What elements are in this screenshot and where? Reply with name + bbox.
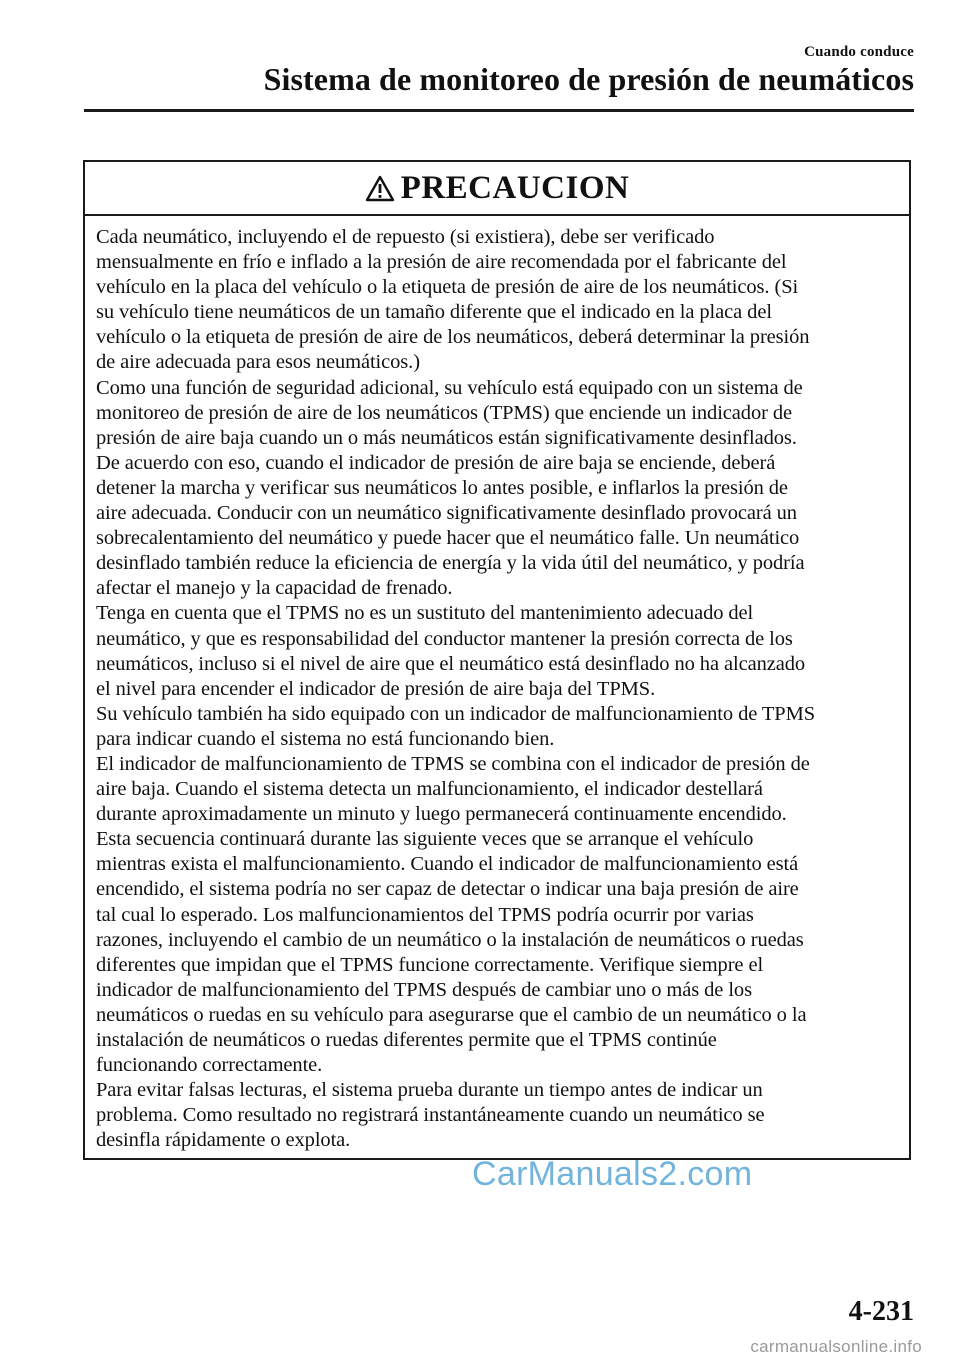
caution-line: su vehículo tiene neumáticos de un tamaño diferente que el indicado en la placa del [96, 301, 772, 324]
page-number: 4-231 [848, 1296, 914, 1327]
caution-line: afectar el manejo y la capacidad de frenado. [96, 577, 453, 600]
page-header [0, 0, 960, 120]
footer-logo: carmanualsonline.info [750, 1337, 922, 1356]
caution-line: de aire adecuada para esos neumáticos.) [96, 351, 420, 374]
caution-line: aire baja. Cuando el sistema detecta un malfuncionamiento, el indicador destellará [96, 778, 763, 801]
caution-line: Cada neumático, incluyendo el de repuesto (si existiera), debe ser verificado [96, 226, 715, 248]
caution-line: mensualmente en frío e inflado a la presión de aire recomendada por el fabricante del [96, 251, 787, 274]
caution-line: desinflado también reduce la eficiencia de energía y la vida útil del neumático, y podría [96, 552, 805, 575]
caution-line: desinfla rápidamente o explota. [96, 1129, 351, 1152]
caution-line: presión de aire baja cuando un o más neumáticos están significativamente desinflados. [96, 426, 797, 449]
caution-box [83, 160, 911, 1160]
caution-line: De acuerdo con eso, cuando el indicador de presión de aire baja se enciende, deberá [96, 451, 776, 474]
caution-line: mientras exista el malfuncionamiento. Cuando el indicador de malfuncionamiento está [96, 853, 799, 876]
chapter-title: Sistema de monitoreo de presión de neumáticos [263, 61, 914, 97]
caution-line: sobrecalentamiento del neumático y puede hacer que el neumático falle. Un neumático [96, 527, 800, 550]
caution-line: indicador de malfuncionamiento del TPMS después de cambiar uno o más de los [96, 978, 752, 1001]
caution-line: encendido, el sistema podría no ser capaz de detectar o indicar una baja presión de aire [96, 878, 799, 901]
caution-line: Su vehículo también ha sido equipado con un indicador de malfuncionamiento de TPMS [96, 702, 816, 725]
caution-line: Para evitar falsas lecturas, el sistema prueba durante un tiempo antes de indicar un [96, 1079, 763, 1102]
caution-line: vehículo o la etiqueta de presión de aire de los neumáticos, deberá determinar la presión [96, 326, 810, 349]
caution-line: neumáticos, incluso si el nivel de aire que el neumático está desinflado no ha alcanzado [96, 652, 806, 675]
caution-line: problema. Como resultado no registrará instantáneamente cuando un neumático se [96, 1104, 765, 1127]
caution-line: diferentes que impidan que el TPMS funcione correctamente. Verifique siempre el [96, 953, 764, 976]
caution-line: neumático, y que es responsabilidad del conductor mantener la presión correcta de los [96, 627, 793, 650]
watermark: CarManuals2.com [472, 1155, 753, 1193]
caution-line: neumáticos o ruedas en su vehículo para asegurarse que el cambio de un neumático o la [96, 1003, 807, 1026]
caution-line: Como una función de seguridad adicional, su vehículo está equipado con un sistema de [96, 376, 803, 399]
caution-line: funcionando correctamente. [96, 1054, 323, 1077]
caution-line: vehículo en la placa del vehículo o la etiqueta de presión de aire de los neumáticos. (Si [96, 276, 799, 299]
caution-line: aire adecuada. Conducir con un neumático significativamente desinflado provocará un [96, 502, 797, 525]
caution-line: para indicar cuando el sistema no está funcionando bien. [96, 727, 555, 750]
caution-line: Tenga en cuenta que el TPMS no es un sustituto del mantenimiento adecuado del [96, 602, 754, 625]
caution-line: monitoreo de presión de aire de los neumáticos (TPMS) que enciende un indicador de [96, 401, 792, 424]
caution-line: El indicador de malfuncionamiento de TPMS se combina con el indicador de presión de [96, 752, 810, 775]
caution-title: PRECAUCION [400, 169, 630, 206]
section-label: Cuando conduce [804, 44, 914, 60]
caution-line: Esta secuencia continuará durante las siguiente veces que se arranque el vehículo [96, 828, 754, 851]
caution-line: detener la marcha y verificar sus neumáticos lo antes posible, e inflarlos la presión de [96, 476, 788, 499]
caution-line: tal cual lo esperado. Los malfuncionamientos del TPMS podría ocurrir por varias [96, 903, 754, 926]
caution-line: instalación de neumáticos o ruedas diferentes permite que el TPMS continúe [96, 1029, 717, 1051]
caution-line: razones, incluyendo el cambio de un neumático o la instalación de neumáticos o ruedas [96, 928, 804, 951]
caution-line: durante aproximadamente un minuto y luego permanecerá continuamente encendido. [96, 803, 787, 826]
header-rule [84, 109, 914, 112]
caution-header [85, 162, 909, 216]
caution-line: el nivel para encender el indicador de presión de aire baja del TPMS. [96, 677, 656, 700]
warning-triangle-icon [365, 175, 395, 202]
caution-text [85, 216, 909, 1153]
